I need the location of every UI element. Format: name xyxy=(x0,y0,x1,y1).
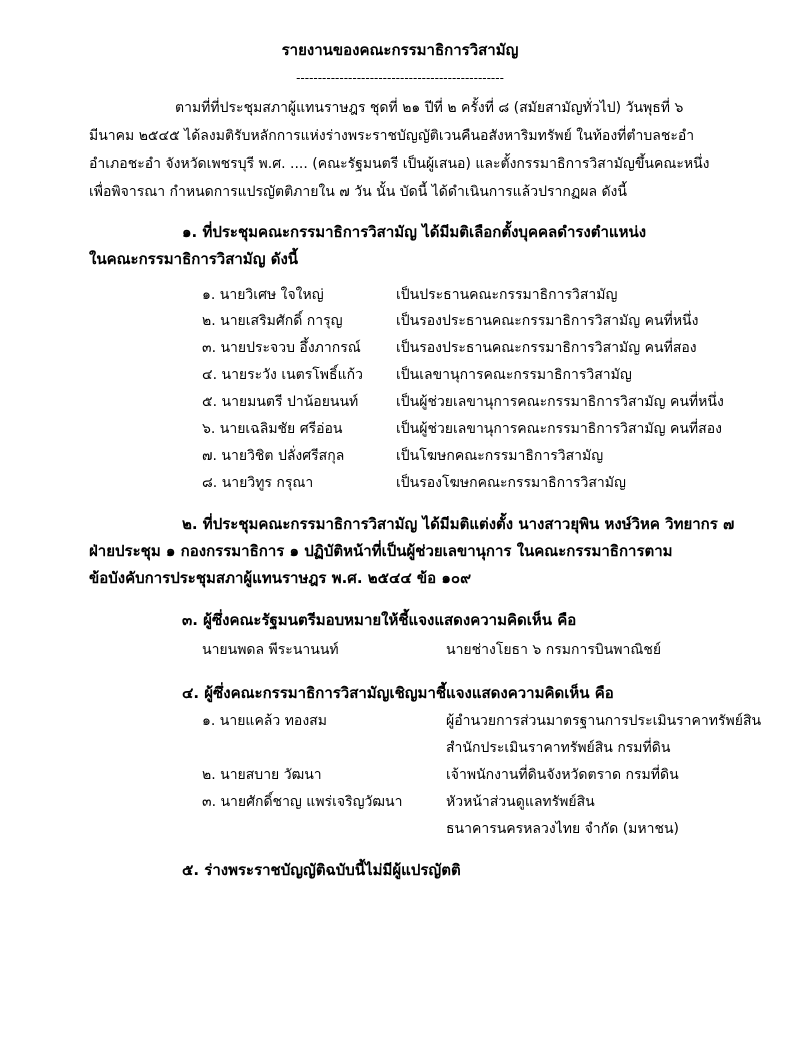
intro-line-4: เพื่อพิจารณา กำหนดการแปรญัตติภายใน ๗ วัน นั้น บัดนี้ ได้ดำเนินการแล้วปรากฏผล ดังนี้ xyxy=(89,184,627,200)
intro-line-1: ตามที่ที่ประชุมสภาผู้แทนราษฎร ชุดที่ ๒๑ ปีที่ ๒ ครั้งที่ ๘ (สมัยสามัญทั่วไป) วันพุธที่ ๖ xyxy=(175,100,684,116)
invitee-position-cont: สำนักประเมินราคาทรัพย์สิน กรมที่ดิน xyxy=(446,740,671,756)
section-4-heading: ๔. ผู้ซึ่งคณะกรรมาธิการวิสามัญเชิญมาชี้แจงแสดงความคิดเห็น คือ xyxy=(182,684,614,702)
member-name: ๕. นายมนตรี ปาน้อยนนท์ xyxy=(202,394,359,410)
report-title: รายงานของคณะกรรมาธิการวิสามัญ xyxy=(281,41,519,59)
member-name: ๖. นายเฉลิมชัย ศรีอ่อน xyxy=(202,421,343,437)
member-role: เป็นรองประธานคณะกรรมาธิการวิสามัญ คนที่สอง xyxy=(396,340,697,356)
section-1-heading-cont: ในคณะกรรมาธิการวิสามัญ ดังนี้ xyxy=(89,250,299,268)
invitee-position: หัวหน้าส่วนดูแลทรัพย์สิน xyxy=(446,794,595,810)
member-name: ๑. นายวิเศษ ใจใหญ่ xyxy=(202,287,324,303)
invitee-name: ๓. นายศักดิ์ชาญ แพร่เจริญวัฒนา xyxy=(202,794,403,810)
section-2-line-1: ๒. ที่ประชุมคณะกรรมาธิการวิสามัญ ได้มีมติแต่งตั้ง นางสาวยุพิน หงษ์วิหค วิทยากร ๗ xyxy=(182,515,735,533)
member-name: ๗. นายวิชิต ปลั่งศรีสกุล xyxy=(202,448,345,464)
section-2-line-3: ข้อบังคับการประชุมสภาผู้แทนราษฎร พ.ศ. ๒๕๔๔ ข้อ ๑๐๙ xyxy=(89,569,472,587)
member-role: เป็นรองประธานคณะกรรมาธิการวิสามัญ คนที่หนึ่ง xyxy=(396,313,699,329)
intro-line-2: มีนาคม ๒๕๔๕ ได้ลงมติรับหลักการแห่งร่างพระราชบัญญัติเวนคืนอสังหาริมทรัพย์ ในท้องที่ตำบลชะอำ xyxy=(89,128,695,144)
government-representative-position: นายช่างโยธา ๖ กรมการบินพาณิชย์ xyxy=(446,642,662,658)
member-role: เป็นผู้ช่วยเลขานุการคณะกรรมาธิการวิสามัญ คนที่สอง xyxy=(396,421,722,437)
section-2-line-2: ฝ่ายประชุม ๑ กองกรรมาธิการ ๑ ปฏิบัติหน้าที่เป็นผู้ช่วยเลขานุการ ในคณะกรรมาธิการตาม xyxy=(89,542,673,560)
member-role: เป็นรองโฆษกคณะกรรมาธิการวิสามัญ xyxy=(396,475,626,491)
member-role: เป็นโฆษกคณะกรรมาธิการวิสามัญ xyxy=(396,448,604,464)
section-1-heading: ๑. ที่ประชุมคณะกรรมาธิการวิสามัญ ได้มีมติเลือกตั้งบุคคลดำรงตำแหน่ง xyxy=(182,223,647,241)
member-name: ๘. นายวิทูร กรุณา xyxy=(202,475,314,491)
member-name: ๔. นายระวัง เนตรโพธิ์แก้ว xyxy=(202,367,363,383)
title-divider: ------------------------------------------------ xyxy=(296,71,504,85)
section-5-heading: ๕. ร่างพระราชบัญญัติฉบับนี้ไม่มีผู้แปรญัตติ xyxy=(182,861,461,879)
invitee-name: ๑. นายแคล้ว ทองสม xyxy=(202,713,327,729)
invitee-position-cont: ธนาคารนครหลวงไทย จำกัด (มหาชน) xyxy=(446,821,680,837)
invitee-name: ๒. นายสบาย วัฒนา xyxy=(202,767,322,783)
member-name: ๓. นายประจวบ อึ้งภากรณ์ xyxy=(202,340,361,356)
member-role: เป็นผู้ช่วยเลขานุการคณะกรรมาธิการวิสามัญ คนที่หนึ่ง xyxy=(396,394,724,410)
invitee-position: เจ้าพนักงานที่ดินจังหวัดตราด กรมที่ดิน xyxy=(446,767,679,783)
government-representative-name: นายนพดล พีระนานนท์ xyxy=(202,642,339,658)
member-role: เป็นเลขานุการคณะกรรมาธิการวิสามัญ xyxy=(396,367,632,383)
member-role: เป็นประธานคณะกรรมาธิการวิสามัญ xyxy=(396,287,618,303)
invitee-position: ผู้อำนวยการส่วนมาตรฐานการประเมินราคาทรัพย์สิน xyxy=(446,713,762,729)
member-name: ๒. นายเสริมศักดิ์ การุญ xyxy=(202,313,343,329)
intro-line-3: อำเภอชะอำ จังหวัดเพชรบุรี พ.ศ. .... (คณะรัฐมนตรี เป็นผู้เสนอ) และตั้งกรรมาธิการวิสามัญขึ้นคณะหนึ่ง xyxy=(89,156,710,172)
section-3-heading: ๓. ผู้ซึ่งคณะรัฐมนตรีมอบหมายให้ชี้แจงแสดงความคิดเห็น คือ xyxy=(182,611,577,629)
